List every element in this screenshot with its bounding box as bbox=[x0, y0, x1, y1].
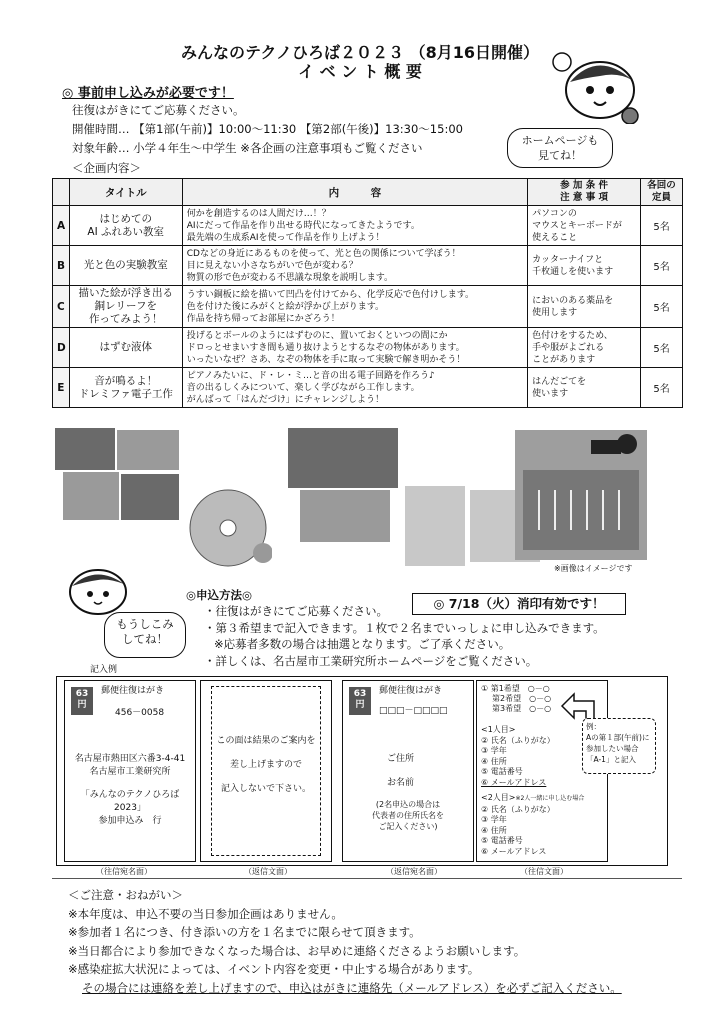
row-content bbox=[182, 246, 527, 286]
row-title-line: 作ってみよう！ bbox=[88, 313, 163, 325]
row-capacity: 5名 bbox=[641, 368, 683, 408]
row-condition-line: においのある薬品を bbox=[532, 295, 614, 306]
row-title bbox=[69, 368, 182, 408]
postcard-label: 郵便往復はがき bbox=[101, 686, 165, 696]
table-row bbox=[53, 368, 683, 408]
field-line: ③ 学年 bbox=[481, 815, 507, 824]
row-capacity: 5名 bbox=[641, 206, 683, 246]
bubble-text: もうしこみ bbox=[116, 617, 174, 631]
row-condition-line: カッターナイフと bbox=[532, 254, 604, 265]
note-text: 代表者の住所氏名を bbox=[372, 811, 444, 820]
example-text: 「A-1」と記入 bbox=[586, 755, 636, 764]
row-condition-line: 千枚通しを使います bbox=[532, 266, 614, 277]
row-id: B bbox=[53, 246, 70, 286]
header-text: 参 加 条 件 bbox=[560, 180, 609, 191]
zip-code: □□□－□□□□ bbox=[379, 706, 448, 716]
example-text: 例： bbox=[586, 722, 601, 731]
photo-ai-collage bbox=[55, 428, 180, 520]
row-content-line: 目に見えない小さなちがいで色が変わる？ bbox=[186, 260, 358, 271]
stamp-text: 円 bbox=[355, 700, 365, 710]
row-content bbox=[182, 286, 527, 328]
field-line: ⑤ 電話番号 bbox=[481, 767, 523, 776]
reply-text: 記入しないで下さい。 bbox=[220, 784, 311, 794]
stamp-text: 円 bbox=[77, 700, 87, 710]
table-header-blank bbox=[53, 179, 70, 206]
recipient-block bbox=[67, 789, 193, 828]
row-content-line: 最先端の生成系AIを使って作品を作り上げよう！ bbox=[186, 232, 385, 243]
divider bbox=[52, 878, 682, 879]
row-condition-line: 手や服がよごれる bbox=[532, 342, 605, 353]
homepage-bubble bbox=[507, 128, 613, 168]
stamp-text: 63 bbox=[75, 689, 89, 699]
row-condition bbox=[528, 246, 641, 286]
plan-label: ＜企画内容＞ bbox=[72, 161, 141, 175]
row-id: E bbox=[53, 368, 70, 408]
recipient-text: 2023」 bbox=[114, 803, 146, 813]
row-content-line: ピアノみたいに、ド・レ・ミ…と音の出る電子回路を作ろう♪ bbox=[186, 370, 435, 381]
application-heading: ◎申込方法◎ bbox=[186, 588, 253, 602]
note-item: ※感染症拡大状況によっては、イベント内容を変更・中止する場合があります。 bbox=[68, 962, 480, 976]
address-text: 名古屋市工業研究所 bbox=[89, 767, 171, 777]
row-condition-line: マウスとキーボードが bbox=[532, 220, 622, 231]
photo-electronic-circuit bbox=[515, 430, 647, 560]
header-text: 注 意 事 項 bbox=[560, 192, 609, 203]
intro-line: 往復はがきにてご応募ください。 bbox=[72, 103, 245, 117]
name-label: お名前 bbox=[387, 778, 415, 788]
row-title bbox=[69, 246, 182, 286]
field-line: ⑤ 電話番号 bbox=[481, 836, 523, 845]
card-reply-address bbox=[342, 680, 474, 862]
notes-heading: ＜ご注意・おねがい＞ bbox=[68, 888, 183, 902]
plan-table bbox=[52, 178, 683, 408]
field-line: ② 氏名（ふりがな） bbox=[481, 735, 555, 745]
field-line: ⑥ メールアドレス bbox=[481, 777, 547, 787]
person1-block bbox=[481, 725, 555, 788]
row-title-line: はずむ液体 bbox=[99, 341, 152, 353]
note-item: その場合には連絡を差し上げますので、申込はがきに連絡先（メールアドレス）を必ずご記入ください。 bbox=[82, 980, 622, 995]
row-content bbox=[182, 368, 527, 408]
table-row bbox=[53, 246, 683, 286]
row-content bbox=[182, 206, 527, 246]
row-content-line: 音の出るしくみについて、楽しく学びながら工作します。 bbox=[186, 382, 420, 393]
mascot-orca-icon bbox=[60, 560, 140, 620]
card-caption: （往信宛名面） bbox=[96, 867, 152, 876]
person2-label: <2人目> bbox=[481, 793, 516, 802]
page-title: みんなのテクノひろば２０２３ （8月16日開催） bbox=[180, 43, 539, 62]
reply-text: この面は結果のご案内を bbox=[216, 736, 316, 746]
reply-note bbox=[203, 729, 329, 801]
row-id: A bbox=[53, 206, 70, 246]
application-item: ※応募者多数の場合は抽選となります。ご了承ください。 bbox=[214, 637, 511, 651]
mascot-orca-icon bbox=[548, 40, 648, 124]
card-outgoing-address bbox=[64, 680, 196, 862]
row-title-line: 光と色の実験教室 bbox=[83, 259, 168, 271]
table-row bbox=[53, 286, 683, 328]
note-item: ※当日都合により参加できなくなった場合は、お早めに連絡くださるようお願いします。 bbox=[68, 943, 526, 958]
note-text: ご記入ください) bbox=[378, 822, 438, 831]
requirement-heading: ◎ 事前申し込みが必要です！ bbox=[62, 86, 234, 101]
row-condition-line: ことがあります bbox=[532, 354, 596, 365]
row-condition bbox=[528, 368, 641, 408]
notes-block bbox=[68, 886, 622, 997]
field-line: ② 氏名（ふりがな） bbox=[481, 804, 555, 814]
postcard-label: 郵便往復はがき bbox=[379, 686, 443, 696]
example-label: 記入例 bbox=[90, 665, 118, 675]
choices-block bbox=[481, 684, 551, 714]
stamp-text: 63 bbox=[353, 689, 367, 699]
row-content bbox=[182, 328, 527, 368]
application-item: ・第３希望まで記入できます。１枚で２名までいっしょに申し込みできます。 bbox=[204, 620, 605, 635]
recipient-text: 参加申込み 行 bbox=[98, 816, 162, 826]
row-condition-line: 使えること bbox=[532, 232, 578, 243]
row-id: D bbox=[53, 328, 70, 368]
example-text: Aの第１部(午前)に bbox=[586, 733, 650, 742]
example-text: 参加したい場合 bbox=[586, 744, 639, 753]
row-condition bbox=[528, 206, 641, 246]
card-caption: （返信文面） bbox=[244, 867, 292, 876]
row-title-line: AI ふれあい教室 bbox=[87, 225, 165, 238]
note-text: (2名申込の場合は bbox=[375, 800, 441, 809]
person2-note: ※2人一緒に申し込む場合 bbox=[515, 795, 585, 802]
reply-text: 差し上げますので bbox=[229, 760, 302, 770]
row-content-line: うすい銅板に絵を描いて凹凸を付けてから、化学反応で色付けします。 bbox=[186, 289, 475, 300]
row-condition bbox=[528, 328, 641, 368]
row-title bbox=[69, 328, 182, 368]
stamp bbox=[349, 687, 371, 715]
choice-line: 第3希望 ○－○ bbox=[492, 704, 552, 713]
row-title-line: 銅レリーフを bbox=[94, 300, 157, 312]
row-content-line: がんばって「はんだづけ」にチャレンジしよう！ bbox=[186, 394, 385, 405]
row-content-line: CDなどの身近にあるものを使って、光と色の関係について学ぼう！ bbox=[186, 248, 461, 259]
recipient-text: 「みんなのテクノひろば bbox=[80, 790, 180, 800]
field-line: ④ 住所 bbox=[481, 825, 507, 835]
address-text: 名古屋市熱田区六番3-4-41 bbox=[74, 754, 186, 764]
person2-block bbox=[481, 793, 584, 857]
row-title-line: 音が鳴るよ！ bbox=[94, 374, 158, 387]
card-caption: （返信宛名面） bbox=[386, 867, 442, 876]
table-row bbox=[53, 206, 683, 246]
note-item: ※参加者１名につき、付き添いの方を１名までに限らせて頂きます。 bbox=[68, 925, 421, 939]
photo-copper-relief bbox=[288, 428, 398, 488]
table-header-condition bbox=[528, 179, 641, 206]
photo-cd bbox=[188, 488, 272, 568]
row-content-line: 作品を持ち帰ってお部屋にかざろう！ bbox=[186, 313, 340, 324]
choice-line: ① 第1希望 ○－○ bbox=[481, 684, 550, 693]
row-condition bbox=[528, 286, 641, 328]
row-title bbox=[69, 286, 182, 328]
stamp bbox=[71, 687, 93, 715]
image-note: ※画像はイメージです bbox=[554, 564, 633, 573]
address-block bbox=[67, 753, 193, 779]
field-line: ③ 学年 bbox=[481, 746, 507, 755]
bubble-text: してね！ bbox=[122, 632, 168, 646]
reply-address-note bbox=[345, 799, 471, 832]
row-content-line: 投げるとボールのようにはずむのに、置いておくといつの間にか bbox=[186, 330, 448, 341]
age-line: 対象年齢… 小学４年生～中学生 ※各企画の注意事項もご覧ください bbox=[72, 141, 423, 155]
photo-bouncing-liquid bbox=[405, 486, 465, 566]
row-condition-line: 色付けをするため、 bbox=[532, 330, 613, 341]
page-subtitle: イ ベ ン ト 概 要 bbox=[298, 62, 422, 81]
row-condition-line: パソコンの bbox=[532, 208, 577, 219]
deadline-box: ◎ 7/18（火）消印有効です！ bbox=[412, 593, 626, 615]
row-content-line: ドロっとせまいすき間も通り抜けようとするなぞの物体があります。 bbox=[186, 342, 465, 353]
field-line: ④ 住所 bbox=[481, 756, 507, 766]
row-capacity: 5名 bbox=[641, 286, 683, 328]
application-item: ・詳しくは、名古屋市工業研究所ホームページをご覧ください。 bbox=[204, 653, 538, 668]
row-title-line: ドレミファ電子工作 bbox=[78, 387, 173, 400]
address-label: ご住所 bbox=[387, 754, 415, 764]
application-item: ・往復はがきにてご応募ください。 bbox=[204, 604, 388, 618]
row-content-line: 色を付けた後にみがくと絵が浮かび上がります。 bbox=[186, 301, 385, 312]
row-content-line: 物質の形で色が変わる不思議な現象を説明します。 bbox=[186, 272, 394, 283]
example-box bbox=[582, 718, 656, 774]
header-text: 定員 bbox=[652, 192, 672, 203]
row-title-line: 描いた絵が浮き出る bbox=[78, 287, 173, 299]
table-header-content: 内 容 bbox=[182, 179, 527, 206]
row-content-line: いったいなぜ？さあ、なぞの物体を手に取って実験で解き明かそう！ bbox=[186, 354, 466, 365]
person1-label: <1人目> bbox=[481, 725, 516, 734]
bubble-text: ホームページも bbox=[521, 134, 599, 147]
choice-line: 第2希望 ○－○ bbox=[492, 694, 552, 703]
row-capacity: 5名 bbox=[641, 328, 683, 368]
card-reply-text bbox=[200, 680, 332, 862]
application-list bbox=[204, 603, 605, 669]
row-title-line: はじめての bbox=[99, 212, 152, 225]
table-header-title: タイトル bbox=[69, 179, 182, 206]
field-line: ⑥ メールアドレス bbox=[481, 846, 547, 856]
row-condition-line: はんだごてを bbox=[532, 376, 587, 387]
apply-bubble bbox=[104, 612, 186, 658]
row-content-line: AIにだって作品を作り出せる時代になってきたようです。 bbox=[186, 220, 420, 231]
row-condition-line: 使います bbox=[532, 388, 569, 399]
bubble-text: 見てね！ bbox=[538, 149, 582, 162]
table-row bbox=[53, 328, 683, 368]
row-capacity: 5名 bbox=[641, 246, 683, 286]
header-text: 各回の bbox=[647, 180, 676, 191]
note-item: ※本年度は、申込不要の当日参加企画はありません。 bbox=[68, 906, 343, 921]
card-caption: （往信文面） bbox=[520, 867, 568, 876]
row-content-line: 何かを創造するのは人間だけ…！？ bbox=[186, 208, 331, 219]
table-header-capacity bbox=[641, 179, 683, 206]
row-title bbox=[69, 206, 182, 246]
row-condition-line: 使用します bbox=[532, 307, 578, 318]
photo-copper-relief-2 bbox=[300, 490, 390, 542]
zip-code: 456－0058 bbox=[115, 708, 165, 718]
row-id: C bbox=[53, 286, 70, 328]
schedule-line: 開催時間… 【第1部(午前)】10:00～11:30 【第2部(午後)】13:30～15:00 bbox=[72, 122, 463, 136]
